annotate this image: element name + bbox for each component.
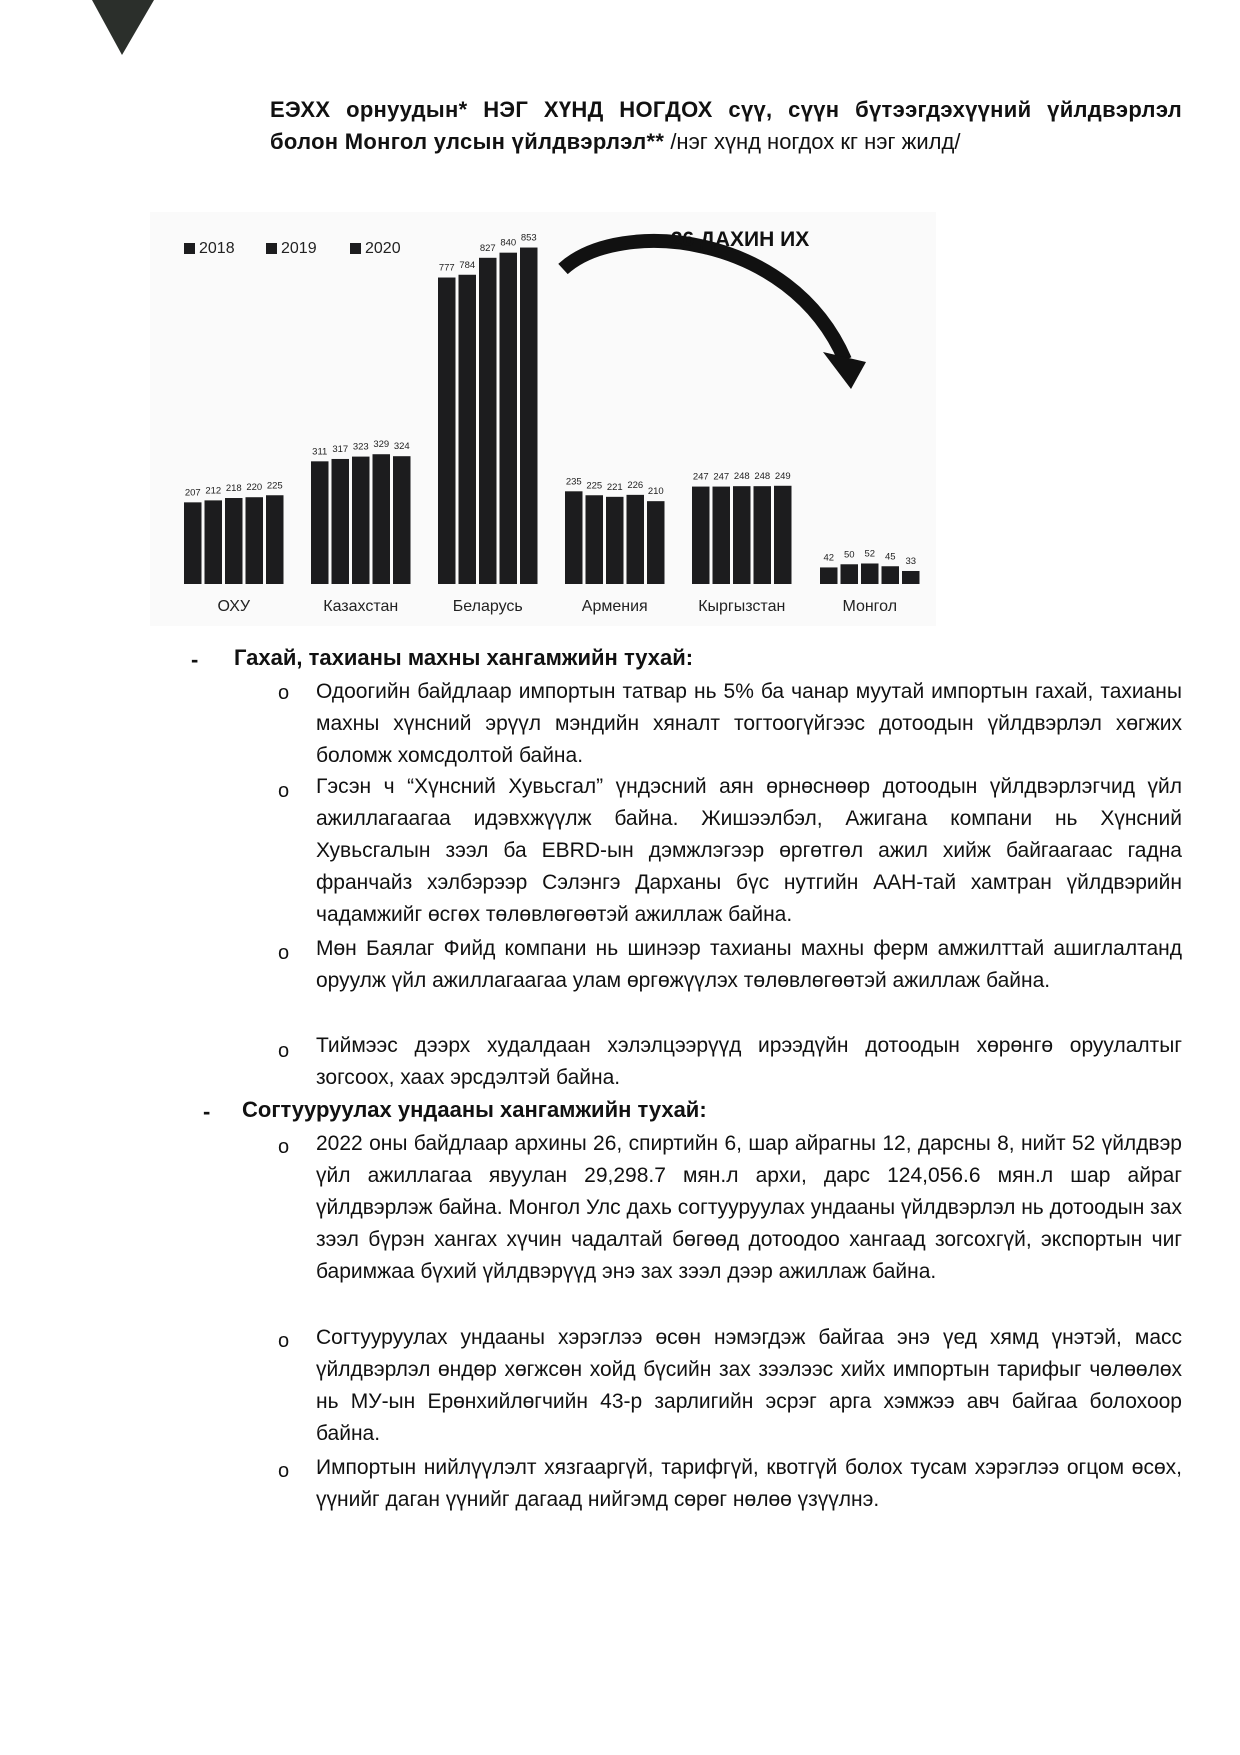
bar-Армения-1 (565, 491, 583, 584)
bar-ОХУ-5 (266, 495, 284, 584)
section1-item-4: Тиймээс дээрх худалдаан хэлэлцээрүүд ирээдүйн дотоодын хөрөнгө оруулалтыг зогсоох, хаах эрсдэлтэй байна. (316, 1034, 1182, 1089)
data-label-ОХУ-4: 220 (246, 482, 263, 494)
bar-Казахстан-5 (393, 456, 411, 584)
section1-bullet-1: o (278, 682, 290, 704)
corner-scan-mark (92, 0, 162, 60)
figure-title-unit: /нэг хүнд ногдох кг нэг жилд/ (664, 129, 961, 154)
figure-title-bold: ЕЭХХ орнуудын* НЭГ ХҮНД НОГДОХ сүү, сүүн бүтээгдэхүүний үйлдвэрлэл болон Монгол улсын үйлдвэрлэл** (270, 97, 1182, 154)
bar-Беларусь-3 (479, 258, 497, 584)
data-label-Монгол-5: 33 (905, 555, 917, 567)
chart-svg (150, 212, 936, 626)
bar-Армения-5 (647, 501, 665, 584)
data-label-Казахстан-5: 324 (393, 441, 410, 453)
category-label-Кыргызстан: Кыргызстан (698, 598, 786, 615)
section2-bullet-2: o (278, 1330, 290, 1352)
bar-Монгол-1 (820, 567, 838, 584)
bar-Армения-4 (627, 495, 645, 584)
data-label-Монгол-3: 52 (864, 548, 876, 560)
bar-Кыргызстан-3 (733, 486, 751, 584)
data-label-Беларусь-1: 777 (438, 262, 455, 274)
category-label-Беларусь: Беларусь (452, 598, 523, 615)
category-label-Монгол: Монгол (842, 598, 898, 615)
data-label-ОХУ-5: 225 (266, 480, 283, 492)
section2-bullet-1: o (278, 1136, 290, 1158)
milk-production-chart (150, 212, 936, 626)
bar-ОХУ-1 (184, 502, 202, 584)
legend-swatch-2019 (266, 243, 277, 254)
data-label-Монгол-4: 45 (884, 551, 896, 563)
data-label-Беларусь-2: 784 (459, 259, 476, 271)
section2-item-3: Импортын нийлүүлэлт хязгааргүй, тарифгүй, квотгүй болох тусам хэрэглээ огцом өсөх, үүнийг даган үүнийг дагаад нийгэмд сөрөг нөлөө үзүүлнэ. (316, 1456, 1182, 1511)
section1-dash: - (191, 647, 199, 672)
chart-annotation: 26 ДАХИН ИХ (670, 228, 810, 251)
bar-Беларусь-4 (500, 253, 518, 584)
bar-Казахстан-3 (352, 457, 370, 584)
bar-Армения-2 (586, 495, 604, 584)
data-label-ОХУ-2: 212 (205, 485, 222, 497)
bar-Казахстан-1 (311, 461, 329, 584)
data-label-Монгол-2: 50 (843, 549, 855, 561)
legend-label-2019: 2019 (281, 240, 317, 257)
bar-Беларусь-5 (520, 248, 538, 584)
section1-item-3: Мөн Баялаг Фийд компани нь шинээр тахианы махны ферм амжилттай ашиглалтанд оруулж үйл ажиллагаагаа улам өргөжүүлэх төлөвлөгөөтэй ажиллаж байна. (316, 937, 1182, 992)
data-label-Кыргызстан-2: 247 (713, 471, 730, 483)
data-label-Монгол-1: 42 (823, 552, 835, 564)
data-label-Армения-5: 210 (647, 486, 664, 498)
figure-title (270, 94, 1182, 158)
data-label-Казахстан-1: 311 (312, 446, 328, 458)
data-label-ОХУ-1: 207 (184, 487, 201, 499)
bar-Беларусь-2 (459, 275, 477, 584)
bar-ОХУ-2 (205, 500, 223, 584)
legend-label-2020: 2020 (365, 240, 401, 257)
bar-ОХУ-3 (225, 498, 243, 584)
data-label-Армения-2: 225 (586, 480, 603, 492)
data-label-Беларусь-5: 853 (520, 232, 537, 244)
section1-bullet-3: o (278, 942, 290, 964)
data-label-Беларусь-3: 827 (479, 242, 496, 254)
data-label-Беларусь-4: 840 (500, 237, 517, 249)
section2-bullet-3: o (278, 1460, 290, 1482)
category-label-Армения: Армения (581, 598, 648, 615)
bar-Кыргызстан-4 (754, 486, 772, 584)
section2-item-2: Согтууруулах ундааны хэрэглээ өсөн нэмэгдэж байгаа энэ үед хямд үнэтэй, масс үйлдвэрлэл өндөр хөгжсөн хойд бүсийн зах зээлээс хийх импортын тарифыг чөлөөлөх нь МУ-ын Ерөнхийлөгчийн 43-р зарлигийн эсрэг арга хэмжээ авч байгаа болохоор байна. (316, 1326, 1182, 1445)
data-label-Армения-3: 221 (606, 481, 623, 493)
section1-item-2: Гэсэн ч “Хүнсний Хувьсгал” үндэсний аян өрнөснөөр дотоодын үйлдвэрлэгчид үйл ажиллагаагаа идэвхжүүлж байна. Жишээлбэл, Ажигана компани нь Хүнсний Хувьсгалын зээл ба EBRD-ын дэмжлэгээр өргөтгөл ажил хийж байгаагаас гадна франчайз хэлбэрээр Сэлэнгэ Дарханы бүс нутгийн ААН-тай хамтран үйлдвэрийн чадамжийг өсгөх төлөвлөгөөтэй ажиллаж байна. (316, 775, 1182, 926)
bar-Армения-3 (606, 497, 624, 584)
data-label-Казахстан-2: 317 (332, 443, 349, 455)
data-label-ОХУ-3: 218 (225, 483, 242, 495)
bar-Казахстан-2 (332, 459, 350, 584)
bar-Монгол-3 (861, 563, 879, 584)
section2-item-1: 2022 оны байдлаар архины 26, спиртийн 6, шар айрагны 12, дарсны 8, нийт 52 үйлдвэр үйл ажиллагаа явуулан 29,298.7 мян.л архи, дарс 124,056.6 мян.л шар айраг үйлдвэрлэж байна. Монгол Улс дахь согтууруулах ундааны үйлдвэрлэл нь дотоодын зах зээл бүрэн хангах хүчин чадалтай бөгөөд дотоодоо хангаад зогсохгүй, экспортын чиг баримжаа бүхий үйлдвэрүүд энэ зах зээл дээр ажиллаж байна. (316, 1132, 1182, 1283)
data-label-Армения-4: 226 (627, 479, 644, 491)
section1-item-1: Одоогийн байдлаар импортын татвар нь 5% ба чанар муутай импортын гахай, тахианы махны хүнсний эрүүл мэндийн хяналт тогтоогүйгээс дотоодын үйлдвэрлэл хөгжих боломж хомсдолтой байна. (316, 680, 1182, 767)
legend-swatch-2020 (350, 243, 361, 254)
data-label-Армения-1: 235 (565, 476, 582, 488)
data-label-Казахстан-4: 329 (373, 439, 390, 451)
category-label-ОХУ: ОХУ (217, 598, 251, 615)
section1-heading: Гахай, тахианы махны хангамжийн тухай: (234, 645, 694, 670)
bar-Беларусь-1 (438, 278, 456, 584)
bar-Кыргызстан-1 (692, 487, 710, 584)
section2-heading: Согтууруулах ундааны хангамжийн тухай: (242, 1097, 707, 1122)
section2-dash: - (203, 1099, 211, 1124)
section1-bullet-2: o (278, 780, 290, 802)
data-label-Кыргызстан-5: 249 (774, 470, 791, 482)
section1-bullet-4: o (278, 1040, 290, 1062)
bar-Казахстан-4 (373, 454, 391, 584)
bar-Монгол-4 (882, 566, 900, 584)
bar-Монгол-2 (841, 564, 859, 584)
category-label-Казахстан: Казахстан (323, 598, 399, 615)
legend-swatch-2018 (184, 243, 195, 254)
data-label-Кыргызстан-1: 247 (692, 471, 709, 483)
legend-label-2018: 2018 (199, 240, 235, 257)
bar-Кыргызстан-5 (774, 486, 792, 584)
data-label-Кыргызстан-4: 248 (754, 471, 771, 483)
bar-Монгол-5 (902, 571, 920, 584)
bar-Кыргызстан-2 (713, 487, 731, 584)
data-label-Кыргызстан-3: 248 (733, 471, 750, 483)
bar-ОХУ-4 (246, 497, 264, 584)
data-label-Казахстан-3: 323 (352, 441, 369, 453)
